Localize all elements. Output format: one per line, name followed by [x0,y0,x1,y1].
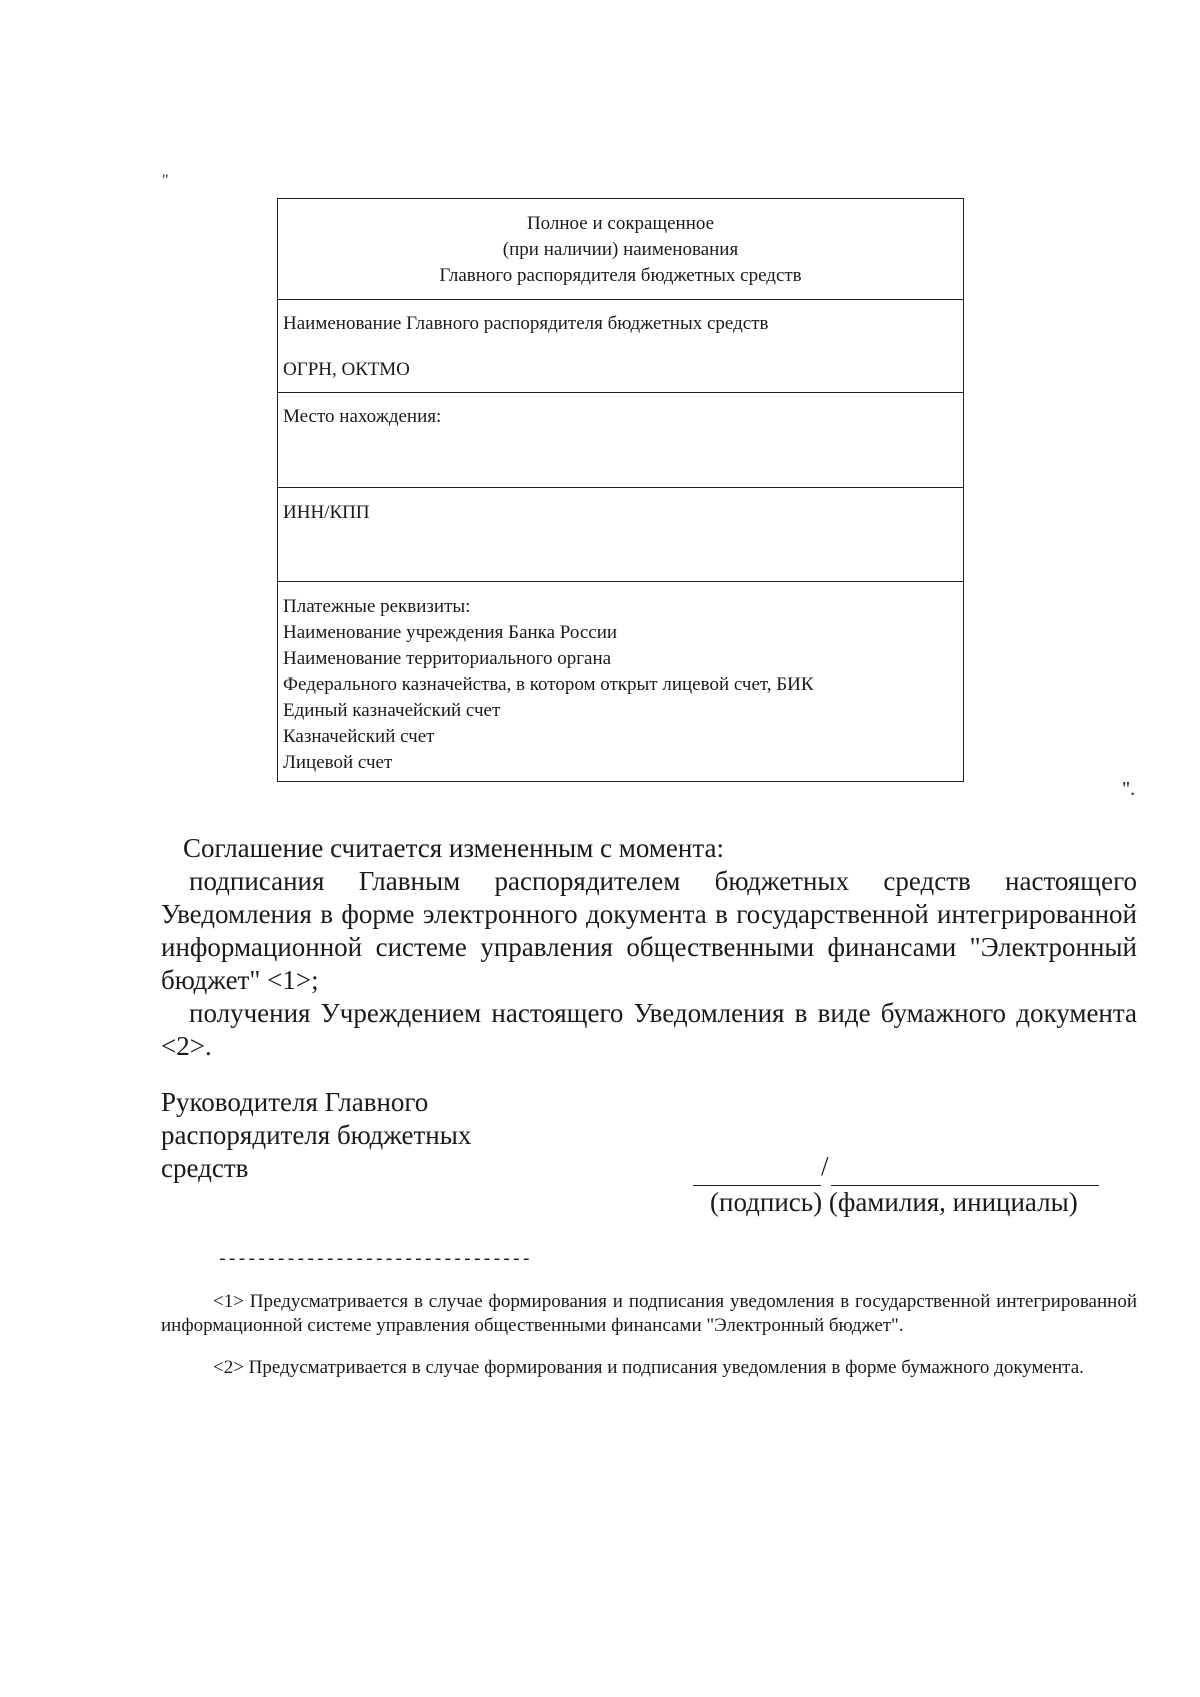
ogrn-oktmo-label: ОГРН, ОКТМО [283,359,410,380]
opening-quote-mark: " [162,172,169,189]
footnote: <1> Предусматривается в случае формирования и подписания уведомления в государственной интегрированной информационной системе управления общественными финансами "Электронный бюджет". [161,1291,1137,1336]
table-name-row [278,300,963,393]
requisites-table [277,198,964,782]
signature-slash: / [821,1151,829,1181]
signer-title [161,1086,471,1185]
signature-line [693,1151,1099,1188]
inn-kpp-label: ИНН/КПП [283,502,370,523]
signature-caption: (подпись) (фамилия, инициалы) [710,1187,1078,1217]
table-payment-row [278,582,963,781]
payment-line: Платежные реквизиты: [283,596,471,617]
header-line: Главного распорядителя бюджетных средств [439,265,802,286]
payment-line: Наименование территориального органа [283,648,612,669]
payment-line: Лицевой счет [283,752,393,773]
footnote-separator: -------------------------------- [217,1250,531,1270]
payment-line: Наименование учреждения Банка России [283,622,618,643]
payment-line: Казначейский счет [283,726,435,747]
signer-title-line: распорядителя бюджетных [161,1120,472,1150]
footnote: <2> Предусматривается в случае формирования и подписания уведомления в форме бумажного документа. [213,1357,1084,1378]
table-header-row [278,199,963,300]
payment-line: Федерального казначейства, в котором открыт лицевой счет, БИК [283,674,814,695]
header-line: Полное и сокращенное [526,213,715,234]
payment-line: Единый казначейский счет [283,700,501,721]
body-paragraphs [161,832,1137,1063]
table-inn-row [278,488,963,582]
signer-title-line: средств [161,1153,249,1183]
footnotes [161,1290,1137,1398]
table-address-row [278,393,963,488]
intro-paragraph: Соглашение считается измененным с момента: [183,833,724,863]
header-line: (при наличии) наименования [502,239,739,260]
closing-quote-mark: ". [1122,778,1136,800]
signer-title-line: Руководителя Главного [161,1087,429,1117]
condition-paragraph: подписания Главным распорядителем бюджетных средств настоящего Уведомления в форме электронного документа в государственной интегрированной информационной системе управления общественными финансами "Электронный бюджет" <1>; [161,866,1137,995]
address-label: Место нахождения: [283,406,442,427]
condition-paragraph: получения Учреждением настоящего Уведомления в виде бумажного документа <2>. [161,998,1137,1061]
name-label: Наименование Главного распорядителя бюджетных средств [283,313,769,334]
